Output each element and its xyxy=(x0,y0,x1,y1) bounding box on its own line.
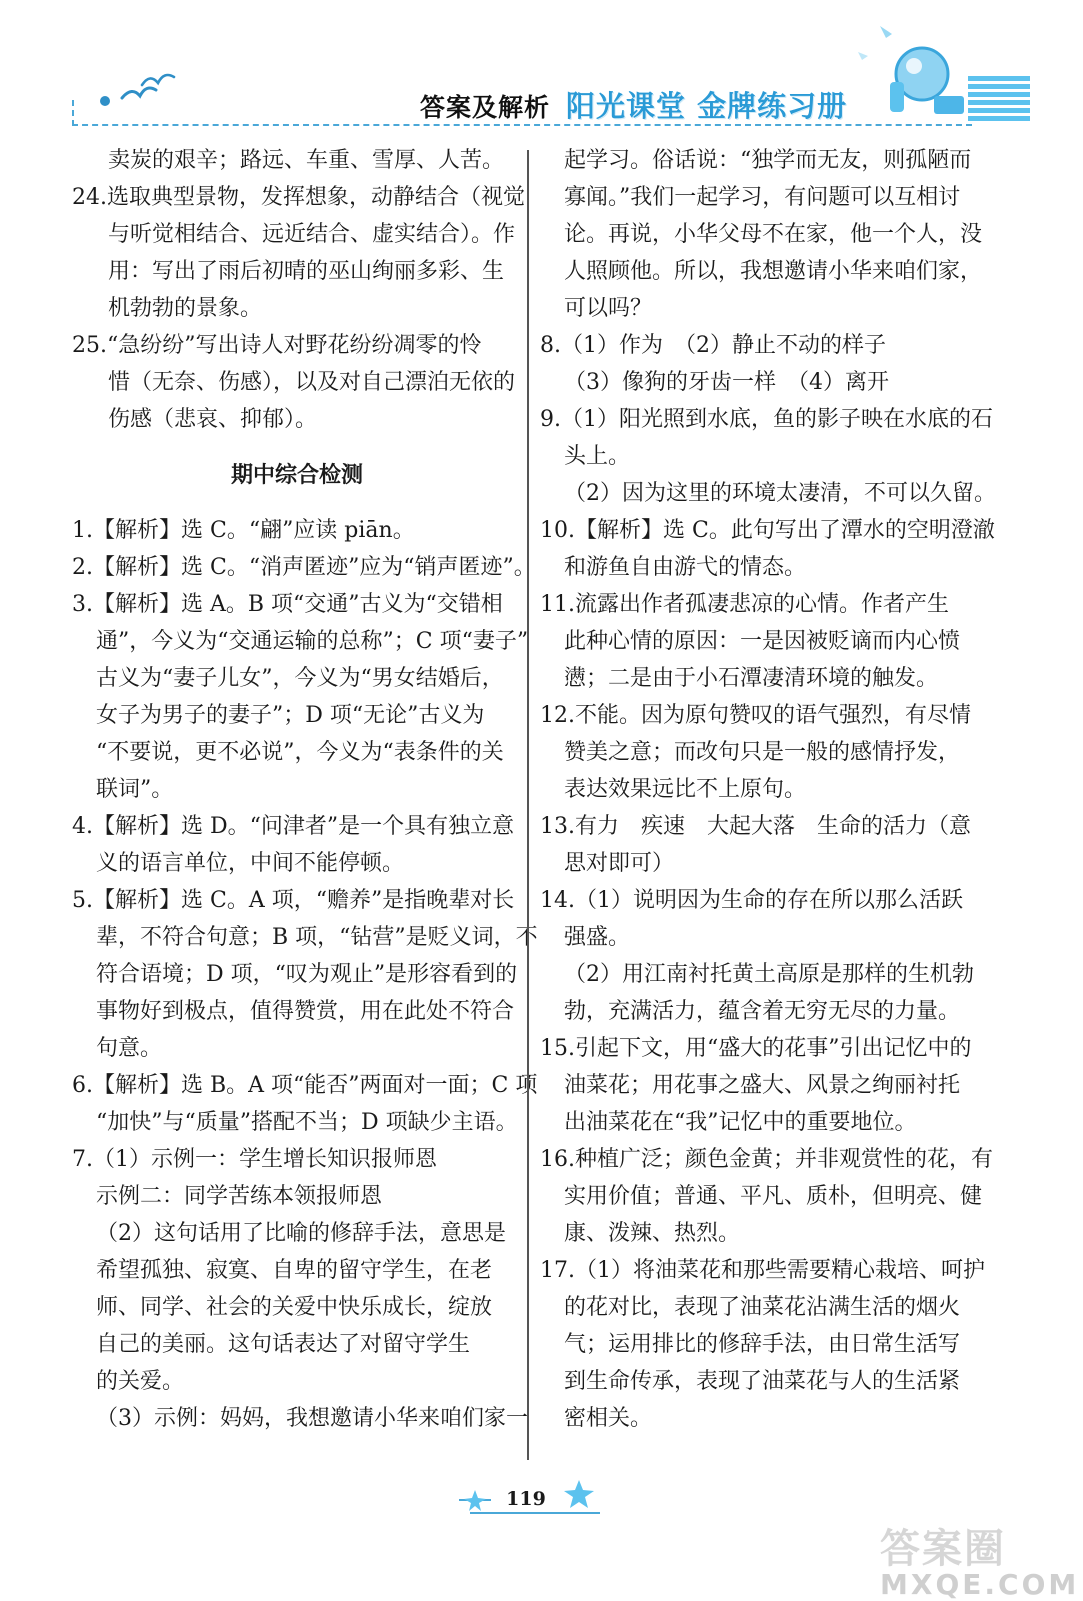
answer-line: （2）因为这里的环境太凄清，不可以久留。 xyxy=(564,481,996,506)
answer-line: 自己的美丽。这句话表达了对留守学生 xyxy=(96,1332,471,1357)
answer-line: 伤感（悲哀、抑郁）。 xyxy=(108,407,318,432)
answer-line: 16.种植广泛；颜色金黄；并非观赏性的花，有 xyxy=(540,1147,993,1172)
answer-line: 的关爱。 xyxy=(96,1369,185,1394)
bird-icon-2 xyxy=(140,64,184,94)
answer-line: 密相关。 xyxy=(564,1406,653,1431)
answer-line: 赞美之意；而改句只是一般的感情抒发， xyxy=(564,740,961,765)
answer-line: 24.选取典型景物，发挥想象，动静结合（视觉 xyxy=(72,185,525,210)
answer-line: 17.（1）将油菜花和那些需要精心栽培、呵护 xyxy=(540,1258,985,1283)
answer-line: 6.【解析】选 B。A 项“能否”两面对一面；C 项 xyxy=(72,1073,538,1098)
right-column xyxy=(540,142,1000,1437)
right-answers xyxy=(540,142,1000,1437)
answer-line: 2.【解析】选 C。“消声匿迹”应为“销声匿迹”。 xyxy=(72,555,536,580)
answer-line: 8.（1）作为 （2）静止不动的样子 xyxy=(540,333,886,358)
answer-line: 人照顾他。所以，我想邀请小华来咱们家， xyxy=(564,259,983,284)
answer-line: 25.“急纷纷”写出诗人对野花纷纷凋零的怜 xyxy=(72,333,482,358)
answer-line: 7.（1）示例一：学生增长知识报师恩 xyxy=(72,1147,437,1172)
star-right-icon xyxy=(556,1476,602,1512)
answer-line: 思对即可） xyxy=(564,851,675,876)
answer-line: 卖炭的艰辛；路远、车重、雪厚、人苦。 xyxy=(108,148,505,173)
answer-line: 寡闻。”我们一起学习，有问题可以互相讨 xyxy=(564,185,961,210)
answer-line: 通”，今义为“交通运输的总称”；C 项“妻子” xyxy=(96,629,529,654)
page-number: 119 xyxy=(506,1488,546,1510)
footer-line xyxy=(470,1512,600,1514)
answer-line: “不要说，更不必说”，今义为“表条件的关 xyxy=(96,740,504,765)
answer-line: 到生命传承，表现了油菜花与人的生活紧 xyxy=(564,1369,961,1394)
watermark-top: 答案圈 xyxy=(880,1526,1006,1572)
answer-line: 和游鱼自由游弋的情态。 xyxy=(564,555,807,580)
answer-line: 符合语境；D 项，“叹为观止”是形容看到的 xyxy=(96,962,518,987)
answer-line: 头上。 xyxy=(564,444,631,469)
answer-line: 与听觉相结合、远近结合、虚实结合）。作 xyxy=(108,222,516,247)
answer-line: 起学习。俗话说：“独学而无友，则孤陋而 xyxy=(564,148,972,173)
answer-line: 9.（1）阳光照到水底，鱼的影子映在水底的石 xyxy=(540,407,993,432)
section-title: 期中综合检测 xyxy=(230,463,363,488)
header-stripes xyxy=(968,76,1030,128)
page-footer xyxy=(0,1460,1083,1600)
answer-line: 论。再说，小华父母不在家，他一个人，没 xyxy=(564,222,983,247)
answer-line: 气；运用排比的修辞手法，由日常生活写 xyxy=(564,1332,961,1357)
answer-line: 12.不能。因为原句赞叹的语气强烈，有尽情 xyxy=(540,703,971,728)
answer-line: （2）用江南衬托黄土高原是那样的生机勃 xyxy=(564,962,974,987)
column-divider xyxy=(527,150,529,1460)
watermark-bottom: MXQE.COM xyxy=(880,1568,1080,1601)
answer-line: 14.（1）说明因为生命的存在所以那么活跃 xyxy=(540,888,963,913)
answer-line: 4.【解析】选 D。“问津者”是一个具有独立意 xyxy=(72,814,515,839)
left-column xyxy=(72,142,538,1437)
star-left-icon xyxy=(455,1484,495,1514)
answer-line: 的花对比，表现了油菜花沾满生活的烟火 xyxy=(564,1295,961,1320)
answer-line: 句意。 xyxy=(96,1036,163,1061)
answer-line: 5.【解析】选 C。A 项，“赡养”是指晚辈对长 xyxy=(72,888,515,913)
answer-line: 13.有力 疾速 大起大落 生命的活力（意 xyxy=(540,814,971,839)
answer-line: 油菜花；用花事之盛大、风景之绚丽衬托 xyxy=(564,1073,961,1098)
answer-line: （2）这句话用了比喻的修辞手法，意思是 xyxy=(96,1221,506,1246)
header-brand: 阳光课堂 金牌练习册 xyxy=(566,89,848,123)
answer-line: 机勃勃的景象。 xyxy=(108,296,263,321)
answer-line: 古义为“妻子儿女”，今义为“男女结婚后， xyxy=(96,666,504,691)
page-header xyxy=(0,0,1083,140)
answer-line: 勃，充满活力，蕴含着无穷无尽的力量。 xyxy=(564,999,961,1024)
answer-line: 可以吗？ xyxy=(564,296,653,321)
answer-line: 师、同学、社会的关爱中快乐成长，绽放 xyxy=(96,1295,493,1320)
answer-line: “加快”与“质量”搭配不当；D 项缺少主语。 xyxy=(96,1110,518,1135)
left-answers-part-1 xyxy=(72,142,525,438)
globe-figure-icon xyxy=(850,12,970,122)
answer-line: 11.流露出作者孤凄悲凉的心情。作者产生 xyxy=(540,592,949,617)
answer-line: 女子为男子的妻子”；D 项“无论”古义为 xyxy=(96,703,485,728)
answer-line: 出油菜花在“我”记忆中的重要地位。 xyxy=(564,1110,917,1135)
answer-line: （3）像狗的牙齿一样 （4）离开 xyxy=(564,370,889,395)
answer-line: 强盛。 xyxy=(564,925,631,950)
left-answers-part-2 xyxy=(72,512,538,1437)
answer-line: 10.【解析】选 C。此句写出了潭水的空明澄澈 xyxy=(540,518,995,543)
header-dot xyxy=(100,96,110,106)
answer-line: 康、泼辣、热烈。 xyxy=(564,1221,741,1246)
answer-line: 惜（无奈、伤感），以及对自己漂泊无依的 xyxy=(108,370,516,395)
answer-line: 希望孤独、寂寞、自卑的留守学生，在老 xyxy=(96,1258,493,1283)
answer-line: 3.【解析】选 A。B 项“交通”古义为“交错相 xyxy=(72,592,503,617)
answer-line: 事物好到极点，值得赞赏，用在此处不符合 xyxy=(96,999,515,1024)
answer-line: 义的语言单位，中间不能停顿。 xyxy=(96,851,405,876)
answer-line: 示例二：同学苦练本领报师恩 xyxy=(96,1184,383,1209)
answer-line: 实用价值；普通、平凡、质朴，但明亮、健 xyxy=(564,1184,983,1209)
answer-line: 1.【解析】选 C。“翩”应读 piān。 xyxy=(72,518,415,543)
answer-line: 15.引起下文，用“盛大的花事”引出记忆中的 xyxy=(540,1036,972,1061)
answer-line: 此种心情的原因：一是因被贬谪而内心愤 xyxy=(564,629,961,654)
answer-line: 懑；二是由于小石潭凄清环境的触发。 xyxy=(564,666,939,691)
answer-line: 用：写出了雨后初晴的巫山绚丽多彩、生 xyxy=(108,259,505,284)
answer-line: 辈，不符合句意；B 项，“钻营”是贬义词，不 xyxy=(96,925,538,950)
answer-line: 表达效果远比不上原句。 xyxy=(564,777,807,802)
answer-line: 联词”。 xyxy=(96,777,174,802)
watermark xyxy=(880,1528,1080,1600)
answer-line: （3）示例：妈妈，我想邀请小华来咱们家一 xyxy=(96,1406,528,1431)
header-label: 答案及解析 xyxy=(420,93,551,122)
header-corner-line xyxy=(72,100,80,126)
